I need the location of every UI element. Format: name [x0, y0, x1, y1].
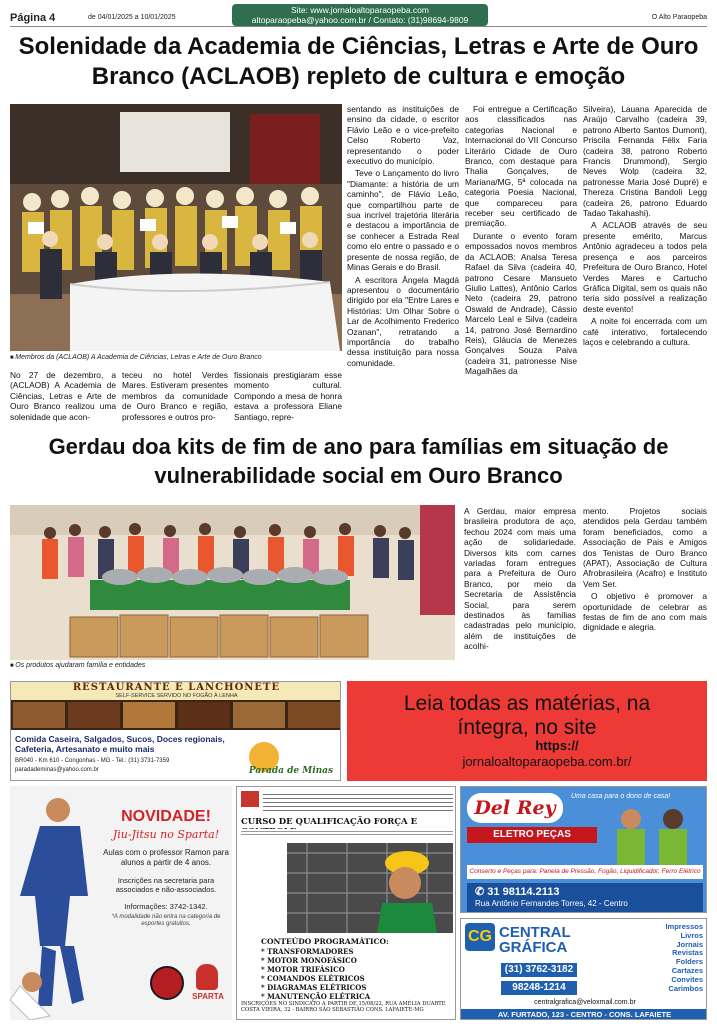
grafica-services — [633, 923, 703, 993]
course-item: * MOTOR MONOFÁSICO — [261, 956, 357, 965]
electrician-photo — [287, 843, 453, 933]
delrey-subtitle: ELETRO PEÇAS — [467, 827, 597, 843]
delrey-staff-photo — [601, 805, 705, 865]
service-item: Folders — [675, 957, 703, 967]
article1-caption — [10, 354, 342, 361]
paragraph: A escritora Ângela Magdá apresentou o documentário dirigido por ela "Entre Lares e Histórias: Um Olhar Sobre o Lar de Acolhimento Frederico Ozanan", retratando a importância do trabalho dessa instituição para nossa comunidade. — [347, 274, 459, 368]
article2-caption-text: Os produtos ajudaram família e entidades — [15, 662, 146, 669]
publication-name: O Alto Paraopeba — [651, 14, 707, 21]
article1-column-4 — [347, 104, 459, 370]
course-fine-print — [263, 791, 453, 811]
grafica-ad[interactable] — [460, 918, 707, 1020]
grafica-logo-icon: CG — [465, 923, 495, 951]
article1-column-2: teceu no hotel Verdes Mares. Estiveram presentes membros da comunidade de Ouro Branco e região, professores e outros pro- — [122, 370, 228, 422]
article2-caption — [10, 662, 455, 669]
jiujitsu-text-2: Inscrições na secretaria para associados e não-associados. — [115, 876, 217, 894]
article1-caption-text: Membros da (ACLAOB) A Academia de Ciências, Letras e Arte de Ouro Branco — [15, 354, 262, 361]
service-item: Revistas — [672, 948, 703, 958]
restaurant-food-photos — [11, 700, 341, 730]
spartan-brothers-logo-icon — [150, 966, 184, 1000]
course-item: * COMANDOS ELÉTRICOS — [261, 974, 365, 983]
jiujitsu-subtitle: Jiu-Jitsu no Sparta! — [112, 828, 220, 841]
article2-photo — [10, 505, 455, 660]
course-footer: INSCRIÇÕES NO SINDICATO A PARTIR DE 15/08/22, RUA AMÉLIA DUARTE COSTA VIEIRA, 32 - BAIRRO SÃO SEBASTIÃO CONS. LAFAIETE-MG — [241, 1001, 446, 1013]
jiujitsu-note: *A modalidade não entra na categoria de esportes gratuitos. — [111, 914, 221, 927]
course-title: CURSO DE QUALIFICAÇÃO FORÇA E — [241, 817, 418, 827]
paragraph: Teve o Lançamento do livro "Diamante: a história de um caminho", de Flávio Leão, que compartilhou parte de sua incrível trajetória literária e destacou a importância de se conhecer a Estrada Real como elo entre o passado e o presente de nossa região, de Minas Gerais e do Brasil. — [347, 168, 459, 273]
paragraph: sentando as instituições de ensino da cidade, o escritor Flávio Leão e o vice-prefeito Celso Roberto Vaz, representando o poder executivo do município. — [347, 104, 459, 167]
paragraph: Foi entregue a Certificação aos classificados nas categorias Nacional e Internacional do VII Concurso Literário Cidade de Ouro Branco, com destaque para Thalia Gonçalves, de Mariana/MG, 5ª colocada na categoria Poesia Nacional, que compareceu para receber seu certificado de premiação. — [465, 104, 577, 229]
grafica-address: AV. FURTADO, 123 - CENTRO - CONS. LAFAIETE — [461, 1009, 707, 1020]
service-item: Cartazes — [671, 965, 703, 975]
delrey-tagline: Uma casa para o dono de casa! — [571, 793, 671, 800]
caption-bullet-icon: ■ — [10, 663, 16, 669]
course-program-list — [261, 947, 451, 1001]
delrey-ad[interactable] — [460, 786, 707, 913]
grafica-name: CENTRAL GRÁFICA — [499, 924, 571, 956]
promo-line-2: íntegra, no site — [457, 716, 597, 739]
grafica-email[interactable]: centralgrafica@veloxmail.com.br — [534, 999, 636, 1006]
header-divider — [10, 26, 707, 27]
service-item: Carimbos — [668, 983, 703, 993]
article2-column-1: A Gerdau, maior empresa brasileira produtora de aço, fechou 2024 com mais uma ação de solidariedade. Diversos kits com carnes variadas foram entregues para a Prefeitura de Ouro Branco, por meio da Secretaria de Assistência Social, para serem destinados às famílias cadastradas pelo município, além de instituições de acolhi- — [464, 506, 576, 652]
paragraph: O objetivo é promover a oportunidade de celebrar as festas de fim de ano com mais dignidade e alegria. — [583, 591, 707, 633]
delrey-phone-text: 31 98114.2113 — [487, 886, 560, 898]
read-more-promo[interactable] — [347, 681, 707, 781]
paragraph: A noite foi encerrada com um café interativo, fortalecendo laços e celebrando a cultura. — [583, 316, 707, 347]
header-site-box[interactable] — [232, 4, 488, 26]
course-item: * TRANSFORMADORES — [261, 947, 354, 956]
article1-column-1: No 27 de dezembro, a (ACLAOB) A Academia de Ciências, Letras e Arte de Ouro Branco realizou uma solenidade que acon- — [10, 370, 116, 422]
union-logo-icon — [241, 791, 259, 807]
restaurant-name: RESTAURANTE E LANCHONETE — [72, 682, 281, 693]
restaurant-subtitle: SELF-SERVICE SERVIDO NO FOGÃO À LENHA — [115, 693, 238, 699]
restaurant-email[interactable]: paradademinas@yahoo.com.br — [15, 767, 99, 773]
course-item: * DIAGRAMAS ELÉTRICOS — [261, 983, 367, 992]
service-item: Convites — [671, 974, 703, 984]
grafica-phone-1[interactable]: (31) 3762-3182 — [501, 963, 577, 977]
article1-column-3: fissionais prestigiaram esse momento cultural. Compondo a mesa de honra estava a professora Eliane Santiago, repre- — [234, 370, 342, 422]
restaurant-ad[interactable] — [10, 681, 341, 781]
course-subtitle-lines — [241, 829, 453, 835]
jiujitsu-ad[interactable] — [10, 786, 232, 1020]
promo-site-link[interactable]: jornaloaltoparaopeba.com.br/ — [462, 754, 632, 769]
article1-title: Solenidade da Academia de Ciências, Letras e Arte de Ouro Branco (ACLAOB) repleto de cultura e emoção — [18, 33, 699, 90]
donation-photo-illustration — [10, 505, 455, 660]
edition-dates: de 04/01/2025 a 10/01/2025 — [88, 14, 176, 21]
course-item: * MANUTENÇÃO ELÉTRICA — [261, 992, 371, 1001]
delrey-logo: Del Rey — [467, 793, 563, 823]
service-item: Impressos — [665, 922, 703, 931]
jiujitsu-phone: Informações: 3742-1342. — [124, 902, 208, 911]
article2-title: Gerdau doa kits de fim de ano para famílias em situação de vulnerabilidade social em Ouro Branco — [48, 434, 669, 488]
article1-column-5 — [465, 104, 577, 379]
article1-photo — [10, 104, 342, 351]
article2-column-2 — [583, 506, 707, 635]
paragraph: Durante o evento foram empossados novos membros da ACLAOB: Analsa Teresa Rafael da Silva (cadeira 40, patrono Cesare Mansueto Giulio Lattes), Antônio Carlos Neto (cadeira 29, patrono Oswald de Andrade), Cássio Marcelo Leal e Silva (cadeira 14, patrono José Bernardino Reis), Gláucia de Menezes Gonçalves Souza Paiva (cadeira 31, patronesse Nise Magalhães da — [465, 230, 577, 377]
paragraph: mento. Projetos sociais atendidos pela Gerdau também foram beneficiados, como a Associação de Pais e Amigos dos Tenistas de Ouro Branco (APAT), Associação de Cultura Afrobrasileira (Acafro) e Instituto Vem Ser. — [583, 506, 707, 589]
restaurant-menu: Comida Caseira, Salgados, Sucos, Doces regionais, Cafeteria, Artesanato e muito mais — [15, 734, 225, 754]
course-ad[interactable] — [236, 786, 456, 1020]
jiujitsu-text-1: Aulas com o professor Ramon para alunos a partir de 4 anos. — [103, 848, 229, 867]
promo-line-1: Leia todas as matérias, na — [403, 692, 651, 715]
page-number: Página 4 — [10, 12, 56, 24]
course-program-title: CONTEÚDO PROGRAMÁTICO: — [261, 937, 389, 946]
course-item: * MOTOR TRIFÁSICO — [261, 965, 345, 974]
site-url[interactable]: Site: www.jornaloaltoparaopeba.com — [291, 5, 429, 15]
caption-bullet-icon: ■ — [10, 355, 16, 361]
service-item: Livros — [680, 930, 703, 940]
contact-line: altoparaopeba@yahoo.com.br / Contato: (31)98694-9809 — [251, 15, 469, 25]
article1-column-6 — [583, 104, 707, 349]
delrey-services: Conserto e Peças para: Panela de Pressão, Fogão, Liquidificador, Ferro Elétrico — [467, 865, 703, 879]
grafica-phone-2[interactable]: 98248-1214 — [501, 981, 577, 995]
jiujitsu-title: NOVIDADE! — [121, 808, 211, 825]
sparta-brand: SPARTA — [192, 992, 224, 1001]
paragraph: Silveira), Lauana Aparecida de Araújo Carvalho (cadeira 39, patrono Alberto Santos Dumont), Priscila Fernanda Félix Faria (cadeira 38, patrono Roberto Francis Drummond), Sergio Neves Wolp (cadeira 32, patronesse Maria José Dupré) e Thereza Cristina Bandoli Legg (cadeira 26, patrono Eduardo Tadao Takahashi). — [583, 104, 707, 219]
delrey-phone[interactable]: ✆ 31 98114.2113 — [475, 886, 560, 898]
promo-line-3: https:// — [535, 738, 579, 753]
ceremony-photo-illustration — [10, 104, 342, 351]
restaurant-address: BR040 - Km 610 - Congonhas - MG - Tel.: (31) 3731-7359 — [15, 758, 170, 764]
restaurant-ad-header — [11, 682, 341, 700]
fighters-illustration — [10, 786, 100, 1020]
paragraph: A ACLAOB através de seu presente emérito, Marcus Antônio agradeceu a todos pela presença e aos parceiros Prefeitura de Ouro Branco, Hotel Verdes Mares e Cartucho Gráfica Digital, sem os quais não teria sido possível a realização deste evento! — [583, 220, 707, 314]
restaurant-brand: Parada de Minas — [248, 766, 334, 776]
delrey-address: Rua Antônio Fernandes Torres, 42 - Centro — [475, 899, 628, 908]
delrey-contact-bar — [467, 883, 703, 912]
service-item: Jornais — [676, 939, 703, 949]
spartan-helmet-icon — [196, 964, 218, 990]
